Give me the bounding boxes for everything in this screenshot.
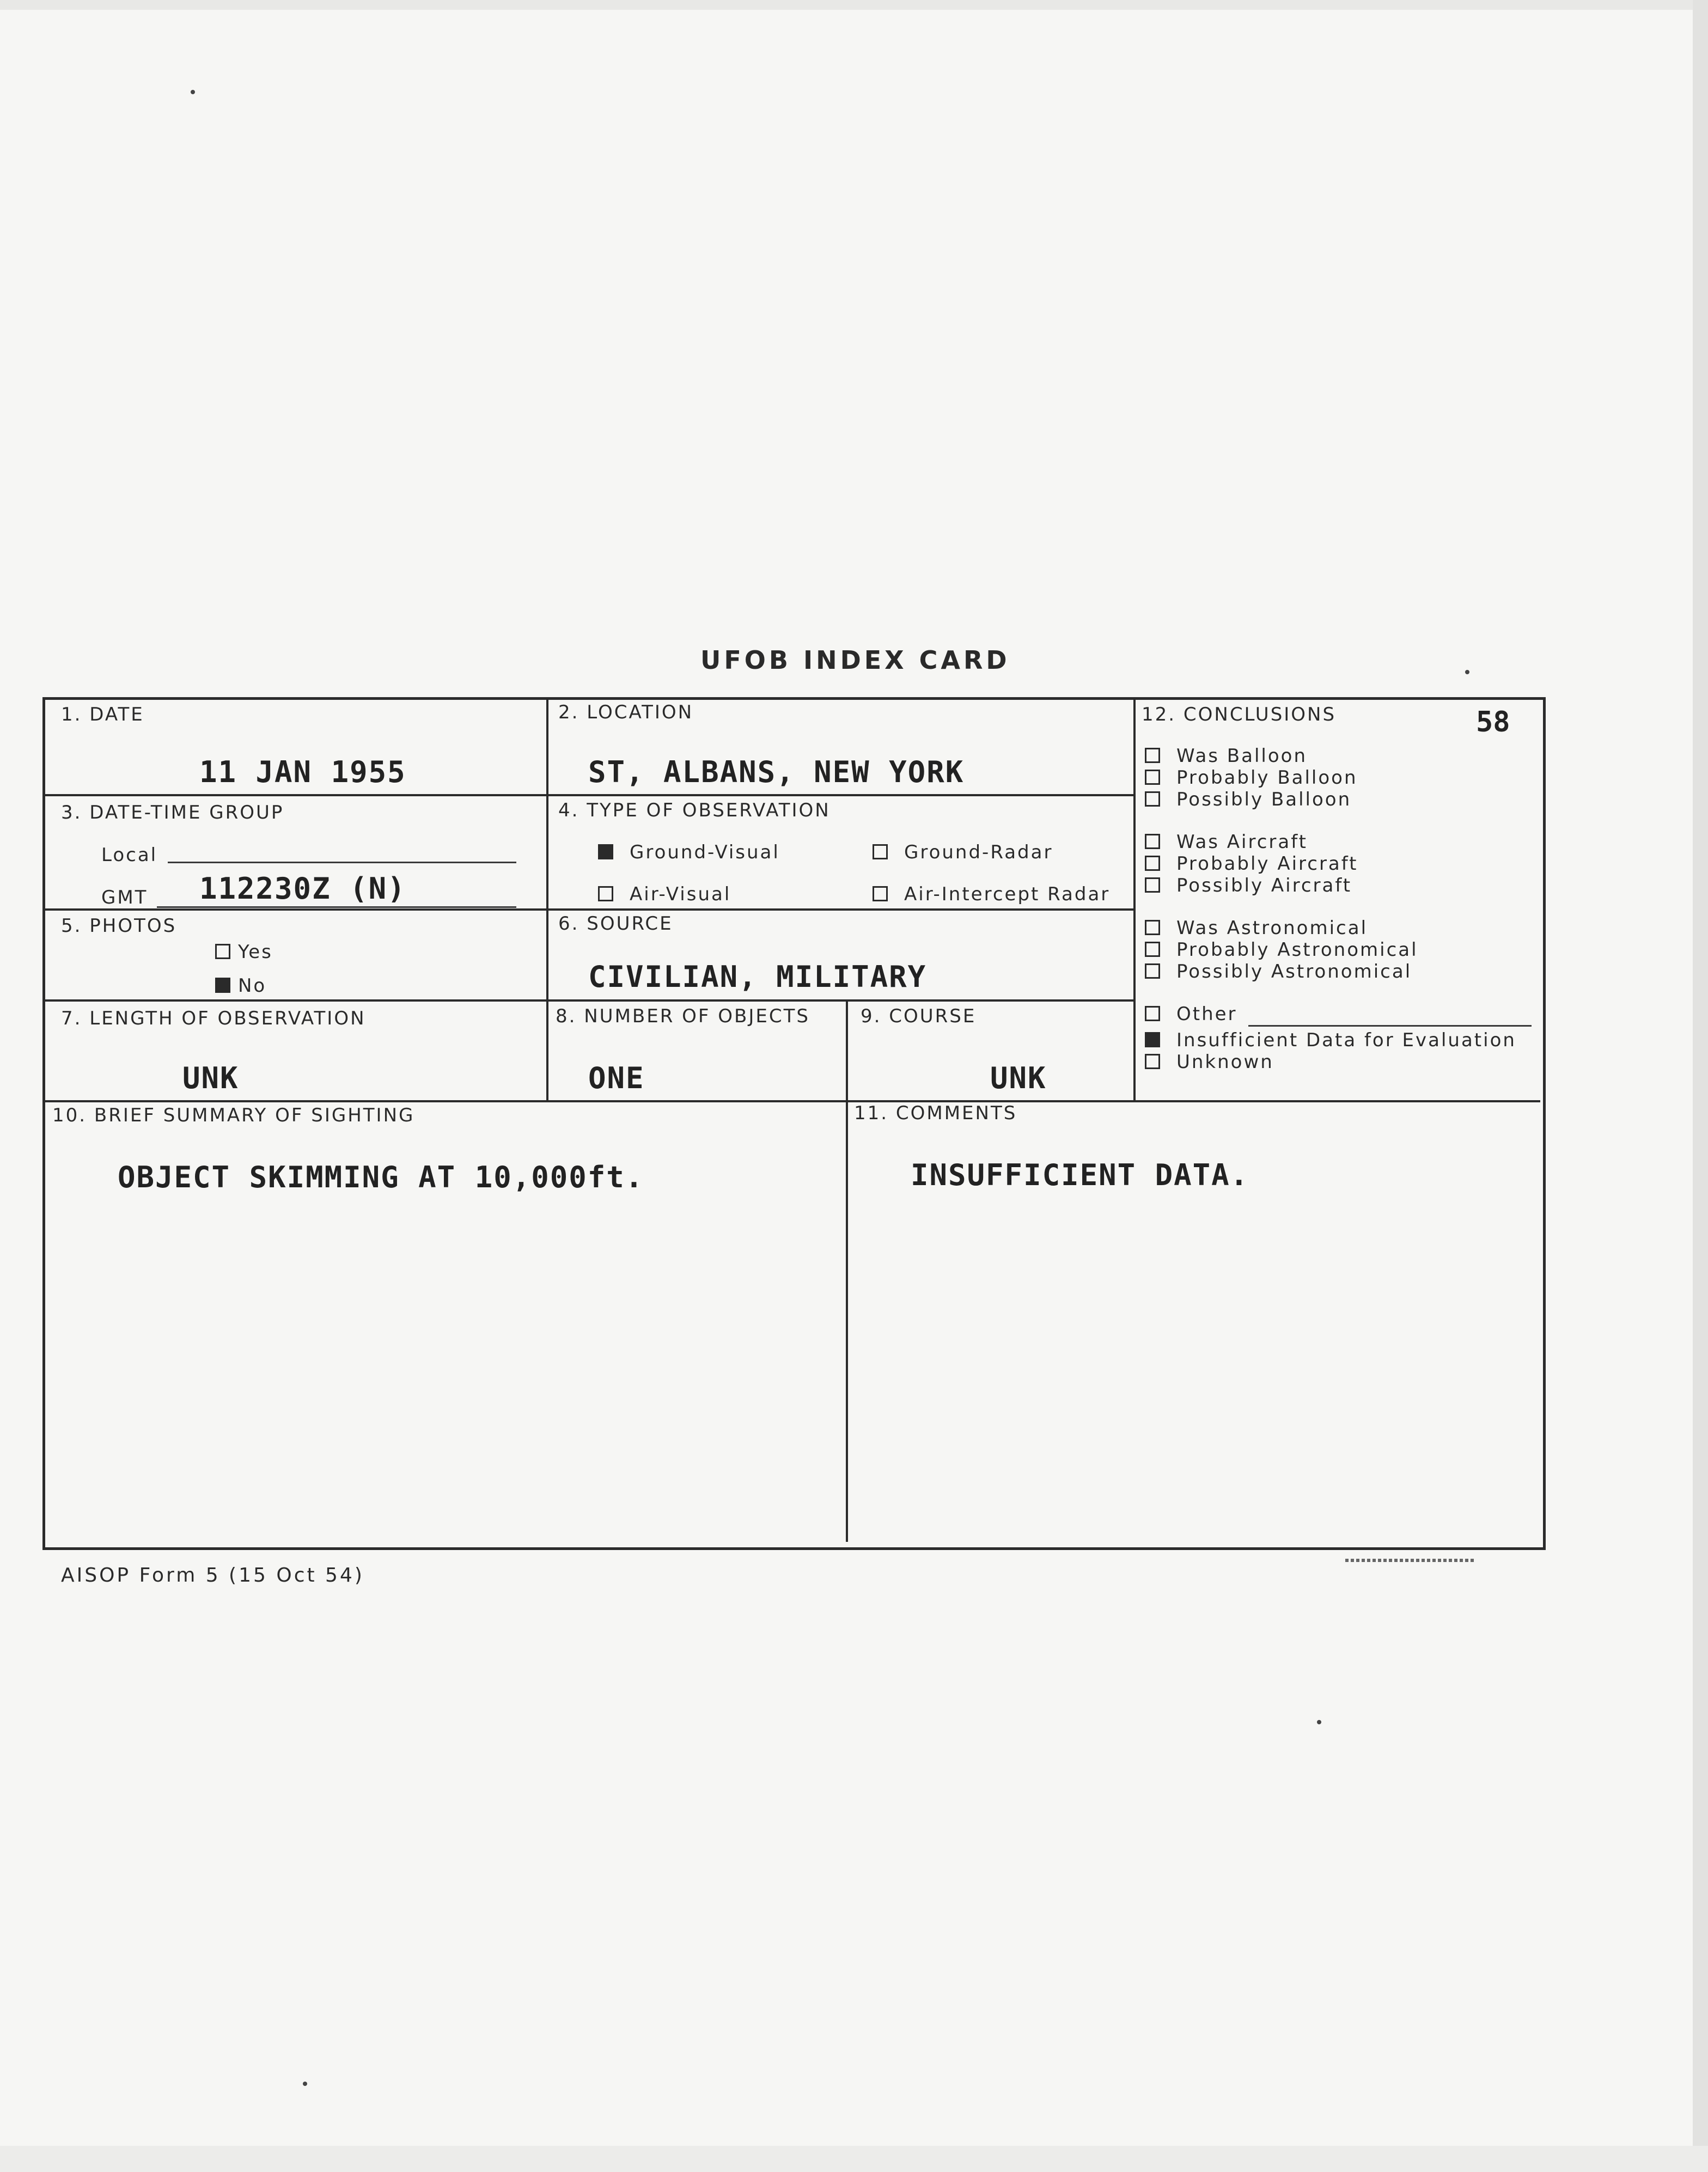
conclusions-label: 12. CONCLUSIONS	[1142, 704, 1337, 725]
checkbox-empty-icon	[1145, 1006, 1160, 1021]
checkbox-empty-icon	[1145, 920, 1160, 935]
col-divider-1	[546, 700, 548, 1100]
conclusion-probably-aircraft: Probably Aircraft	[1145, 853, 1358, 875]
scan-speck	[1317, 1720, 1321, 1724]
conclusion-other: Other	[1145, 1003, 1237, 1025]
conclusion-possibly-aircraft: Possibly Aircraft	[1145, 875, 1352, 896]
conclusion-was-balloon: Was Balloon	[1145, 745, 1307, 767]
length-of-observation-value: UNK	[182, 1061, 239, 1095]
conclusion-was-astronomical: Was Astronomical	[1145, 917, 1368, 939]
date-value: 11 JAN 1955	[199, 755, 406, 789]
checkbox-empty-icon	[1145, 963, 1160, 979]
checkbox-checked-icon	[598, 844, 613, 859]
scan-edge-right	[1693, 0, 1708, 2172]
local-field-line	[168, 862, 516, 863]
row-divider-3	[45, 999, 1133, 1002]
conclusion-probably-balloon: Probably Balloon	[1145, 767, 1358, 789]
scan-speck	[303, 2082, 307, 2086]
option-photos-no: No	[215, 975, 266, 997]
page-number: 58	[1476, 706, 1510, 739]
checkbox-empty-icon	[1145, 748, 1160, 763]
row-divider-2	[45, 908, 1133, 911]
row-divider-1	[45, 794, 1133, 796]
checkbox-empty-icon	[873, 886, 888, 901]
scan-speck	[1465, 670, 1469, 674]
col-divider-3	[846, 999, 848, 1542]
gmt-field-line	[157, 906, 516, 908]
location-value: ST, ALBANS, NEW YORK	[588, 755, 965, 789]
checkbox-empty-icon	[1145, 942, 1160, 957]
row-divider-4	[45, 1100, 1540, 1102]
printer-mark	[1345, 1559, 1476, 1562]
checkbox-empty-icon	[1145, 877, 1160, 893]
length-of-observation-label: 7. LENGTH OF OBSERVATION	[61, 1008, 366, 1029]
local-label: Local	[101, 844, 158, 866]
checkbox-empty-icon	[1145, 770, 1160, 785]
option-air-visual: Air-Visual	[598, 883, 731, 905]
option-ground-visual: Ground-Visual	[598, 841, 780, 863]
option-ground-radar: Ground-Radar	[873, 841, 1053, 863]
number-of-objects-label: 8. NUMBER OF OBJECTS	[556, 1005, 810, 1027]
checkbox-empty-icon	[215, 944, 230, 959]
checkbox-empty-icon	[1145, 1054, 1160, 1069]
gmt-value: 112230Z (N)	[199, 871, 406, 906]
brief-summary-label: 10. BRIEF SUMMARY OF SIGHTING	[52, 1105, 415, 1126]
source-label: 6. SOURCE	[558, 913, 673, 935]
number-of-objects-value: ONE	[588, 1061, 645, 1095]
brief-summary-value: OBJECT SKIMMING AT 10,000ft.	[118, 1160, 644, 1194]
checkbox-empty-icon	[598, 886, 613, 901]
checkbox-empty-icon	[1145, 791, 1160, 807]
checkbox-empty-icon	[1145, 856, 1160, 871]
comments-value: INSUFFICIENT DATA.	[911, 1158, 1249, 1192]
conclusion-probably-astronomical: Probably Astronomical	[1145, 939, 1418, 961]
option-air-intercept-radar: Air-Intercept Radar	[873, 883, 1110, 905]
checkbox-checked-icon	[1145, 1032, 1160, 1047]
conclusion-possibly-balloon: Possibly Balloon	[1145, 789, 1351, 810]
date-label: 1. DATE	[61, 704, 144, 725]
scan-edge-bottom	[0, 2146, 1708, 2172]
checkbox-empty-icon	[873, 844, 888, 859]
course-label: 9. COURSE	[861, 1005, 977, 1027]
source-value: CIVILIAN, MILITARY	[588, 960, 927, 994]
option-photos-yes: Yes	[215, 941, 273, 963]
conclusion-insufficient-data: Insufficient Data for Evaluation	[1145, 1029, 1516, 1051]
photos-label: 5. PHOTOS	[61, 915, 177, 937]
scan-edge-top	[0, 0, 1708, 10]
col-divider-2	[1133, 700, 1136, 1100]
scan-speck	[191, 90, 195, 94]
course-value: UNK	[990, 1061, 1047, 1095]
checkbox-checked-icon	[215, 978, 230, 993]
form-identifier: AISOP Form 5 (15 Oct 54)	[61, 1564, 364, 1587]
location-label: 2. LOCATION	[558, 701, 694, 723]
gmt-label: GMT	[101, 887, 148, 908]
conclusion-unknown: Unknown	[1145, 1051, 1274, 1073]
date-time-group-label: 3. DATE-TIME GROUP	[61, 802, 284, 823]
conclusion-was-aircraft: Was Aircraft	[1145, 831, 1308, 853]
checkbox-empty-icon	[1145, 834, 1160, 849]
conclusion-possibly-astronomical: Possibly Astronomical	[1145, 961, 1412, 983]
comments-label: 11. COMMENTS	[854, 1102, 1017, 1124]
card-title: UFOB INDEX CARD	[700, 645, 1010, 675]
type-of-observation-label: 4. TYPE OF OBSERVATION	[558, 800, 831, 821]
other-field-line	[1248, 1025, 1532, 1027]
